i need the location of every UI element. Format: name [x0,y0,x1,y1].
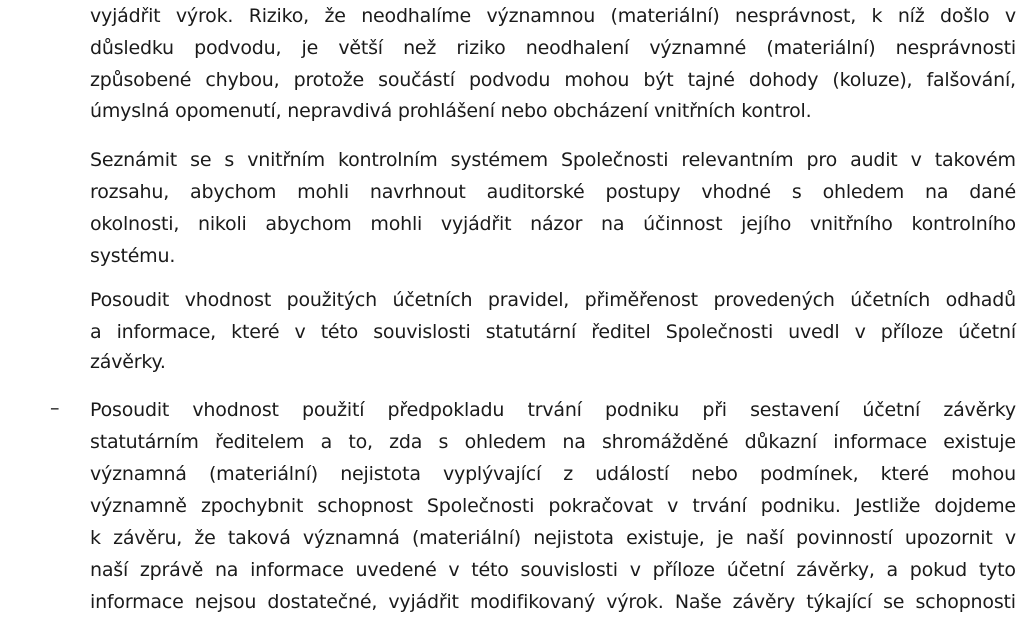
word: vnitřním [247,149,325,171]
word: důsledku [90,37,174,59]
word: auditorské [486,181,585,203]
word: k [90,527,101,549]
word: vyplývající [442,463,542,485]
word: významné [649,37,747,59]
word: pravidel, [487,289,570,311]
word: sestavení [750,399,840,421]
word: a [90,321,102,343]
word: mohli [370,213,423,235]
word: riziko [456,37,506,59]
word: v [294,321,306,343]
word: chybou, [205,69,280,91]
word: týkající [806,591,872,613]
word: zda [389,431,423,453]
word: Společnosti [665,321,774,343]
word: naší [90,559,129,581]
word: způsobené [90,69,192,91]
word: účetní [862,399,921,421]
word: relevantním [681,149,794,171]
word: (koluze), [832,69,913,91]
word: že [194,527,216,549]
word: informace [90,591,184,613]
word: součástí [378,69,455,91]
word: této [471,559,509,581]
word: výrok. [606,591,664,613]
text-line [90,212,1016,236]
word: okolnosti, [90,213,180,235]
word: v [1004,527,1016,549]
word: dojdeme [934,495,1016,517]
word: významná [302,527,400,549]
word: naší [745,527,784,549]
word: vyjádřit [440,213,512,235]
word: významně [90,495,187,517]
word: příloze [880,321,944,343]
word: názor [530,213,583,235]
word: audit [850,149,898,171]
word: významnou [486,5,596,27]
word: s [224,149,235,171]
word: v [910,149,922,171]
word: v [448,559,460,581]
word: souvislosti [373,321,471,343]
word: na [601,213,625,235]
text-line [90,430,1016,454]
word: ohledem [822,181,905,203]
word: nejistota [533,527,614,549]
word: postupy [605,181,681,203]
word: účinnost [643,213,723,235]
word: mohou [564,69,630,91]
text-line [90,590,1016,614]
word: vyjádřit [90,5,161,27]
word: zprávě [139,559,204,581]
word: v [629,559,641,581]
word: tajné [687,69,735,91]
word: přiměřenost [584,289,698,311]
word: použitých [286,289,377,311]
word: došlo [939,5,990,27]
text-line [90,148,1016,172]
word: trvání [527,399,582,421]
word: účetních [392,289,473,311]
text-line: systému. [90,245,176,267]
word: (materiální) [766,37,876,59]
word: pokud [909,559,968,581]
word: navrhnout [369,181,466,203]
word: v [1004,5,1016,27]
word: dohody [748,69,819,91]
word: být [643,69,674,91]
word: Společnosti [426,495,535,517]
word: účetní [958,321,1016,343]
word: shromážděné [601,431,729,453]
word: takovém [934,149,1016,171]
word: podniku. [760,495,841,517]
word: významná [90,463,187,485]
word: podniku [604,399,680,421]
word: než [403,37,437,59]
list-bullet-dash: – [50,397,60,419]
word: je [301,37,319,59]
word: k [871,5,883,27]
text-line [90,494,1016,518]
word: provedených [713,289,835,311]
word: mohli [297,181,349,203]
text-line [90,36,1016,60]
word: příloze [652,559,715,581]
word: nesprávnost, [735,5,857,27]
word: abychom [265,213,352,235]
word: použití [302,399,365,421]
word: na [925,181,949,203]
word: a [886,559,898,581]
word: trvání [692,495,747,517]
word: upozornit [904,527,993,549]
word: taková [227,527,291,549]
word: povinností [796,527,893,549]
word: (materiální) [610,5,720,27]
word: uvedl [788,321,840,343]
word: účetní [726,559,785,581]
word: statutární [485,321,577,343]
word: podvodu [468,69,551,91]
word: Společnosti [561,149,669,171]
word: podmínek, [759,463,859,485]
word: závěry [732,591,796,613]
word: Seznámit [90,149,178,171]
word: nesprávnosti [895,37,1016,59]
word: důkazní [744,431,817,453]
word: výrok. [175,5,234,27]
word: Naše [674,591,722,613]
text-line [90,68,1016,92]
word: větší [338,37,383,59]
word: účetních [850,289,931,311]
word: nejistota [340,463,421,485]
word: které [880,463,929,485]
word: při [702,399,727,421]
word: ředitelem [215,431,305,453]
word: schopnost [317,495,413,517]
text-line [90,558,1016,582]
word: neodhalíme [361,5,472,27]
word: tyto [978,559,1016,581]
word: falšování, [926,69,1016,91]
word: nikoli [197,213,247,235]
word: vnitřního [809,213,893,235]
word: na [562,431,586,453]
word: ředitel [591,321,651,343]
word: rozsahu, [90,181,170,203]
word: předpokladu [387,399,505,421]
word: (materiální) [208,463,319,485]
word: existuje, [626,527,705,549]
word: na [214,559,239,581]
word: to, [348,431,373,453]
word: s [438,431,449,453]
word: vhodnost [192,399,279,421]
word: s [791,181,802,203]
word: neodhalení [525,37,630,59]
word: Posoudit [90,399,170,421]
word: informace, [116,321,217,343]
word: vyjádřit [388,591,459,613]
word: závěrky [943,399,1016,421]
word: zpochybnit [200,495,304,517]
text-line: úmyslná opomenutí, nepravdivá prohlášení nebo obcházení vnitřních kontrol. [90,100,812,122]
word: pro [806,149,837,171]
word: protože [293,69,365,91]
text-line: závěrky. [90,351,166,373]
word: Jestliže [854,495,921,517]
word: Riziko, [248,5,310,27]
word: dostatečné, [267,591,378,613]
word: které [231,321,280,343]
word: odhadů [945,289,1016,311]
text-line [90,398,1016,422]
word: mohou [951,463,1016,485]
word: uvedené [355,559,437,581]
word: z [563,463,574,485]
word: vhodnost [184,289,272,311]
word: závěru, [113,527,183,549]
word: jejího [741,213,792,235]
word: závěrky, [796,559,875,581]
word: kontrolního [911,213,1016,235]
word: souvislosti [520,559,618,581]
word: v [854,321,866,343]
word: informace [250,559,344,581]
word: v [667,495,679,517]
word: informace [833,431,927,453]
text-line [90,288,1016,312]
word: modifikovaný [469,591,596,613]
word: že [324,5,346,27]
text-line [90,180,1016,204]
word: se [883,591,905,613]
word: pokračovat [548,495,653,517]
word: se [190,149,212,171]
word: je [716,527,734,549]
word: ohledem [464,431,547,453]
word: statutárním [90,431,199,453]
word: schopnosti [915,591,1016,613]
text-line [90,526,1016,550]
text-line [90,462,1016,486]
word: kontrolním [338,149,438,171]
word: nejsou [194,591,257,613]
word: níž [897,5,925,27]
word: vhodné [701,181,771,203]
text-line [90,320,1016,344]
word: a [320,431,333,453]
word: podvodu, [194,37,282,59]
word: této [320,321,359,343]
text-line [90,4,1016,28]
word: systémem [450,149,548,171]
word: nebo [691,463,738,485]
word: existuje [943,431,1016,453]
word: událostí [595,463,669,485]
word: (materiální) [411,527,521,549]
word: dané [969,181,1016,203]
word: abychom [190,181,277,203]
word: Posoudit [90,289,170,311]
